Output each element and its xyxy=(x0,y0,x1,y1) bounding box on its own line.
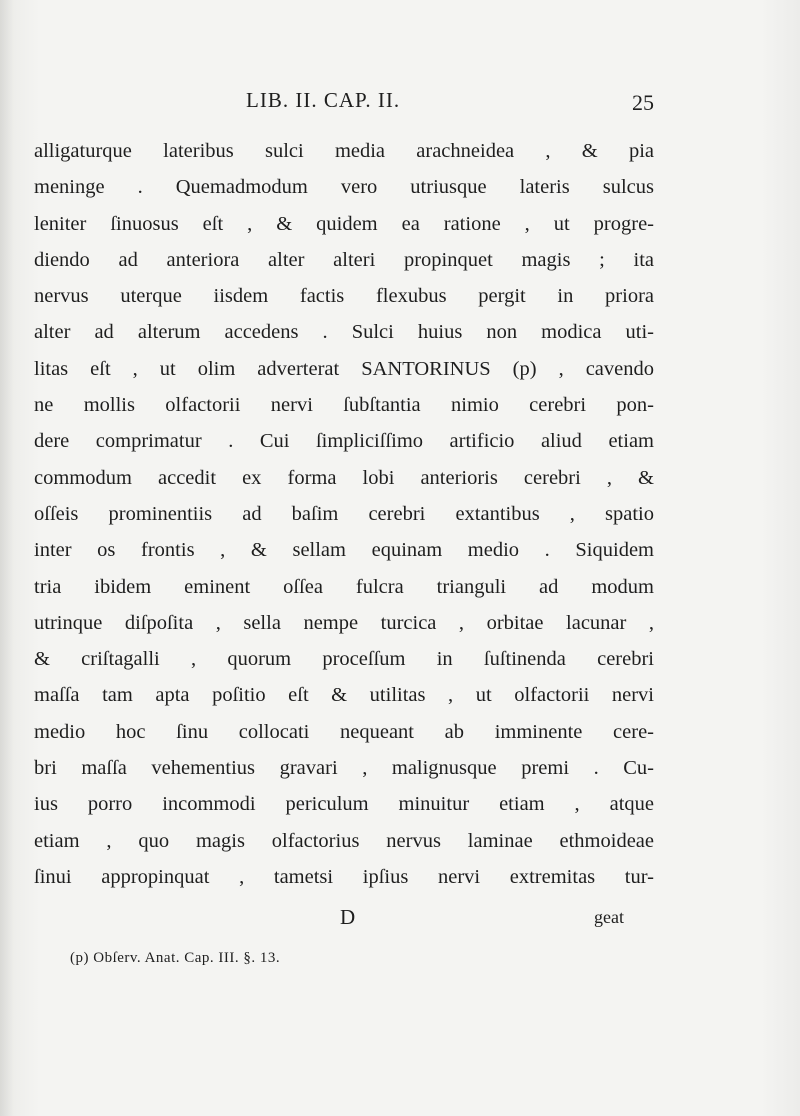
text-line: & criſtagalli , quorum proceſſum in ſuſtinenda cerebri xyxy=(34,648,654,671)
text-line: dere comprimatur . Cui ſimpliciſſimo artificio aliud etiam xyxy=(34,430,654,453)
text-line: utrinque diſpoſita , sella nempe turcica , orbitae lacunar , xyxy=(34,611,654,634)
text-line: ius porro incommodi periculum minuitur etiam , atque xyxy=(34,793,654,816)
text-line: inter os frontis , & sellam equinam medio . Siquidem xyxy=(34,539,654,562)
text-line: etiam , quo magis olfactorius nervus laminae ethmoideae xyxy=(34,829,654,852)
catchword: geat xyxy=(594,907,624,927)
footnote: (p) Obſerv. Anat. Cap. III. §. 13. xyxy=(70,950,281,966)
text-line: oſſeis prominentiis ad baſim cerebri extantibus , spatio xyxy=(34,502,654,525)
text-line: bri maſſa vehementius gravari , malignusque premi . Cu- xyxy=(34,757,654,780)
text-line: nervus uterque iisdem factis flexubus pergit in priora xyxy=(34,285,654,308)
text-line: alter ad alterum accedens . Sulci huius non modica uti- xyxy=(34,321,654,344)
text-line: maſſa tam apta poſitio eſt & utilitas , ut olfactorii nervi xyxy=(34,684,654,707)
text-line: ſinui appropinquat , tametsi ipſius nervi extremitas tur- xyxy=(34,865,654,888)
text-line: medio hoc ſinu collocati nequeant ab imminente cere- xyxy=(34,720,654,743)
signature-row xyxy=(34,905,654,935)
text-line: diendo ad anteriora alter alteri propinquet magis ; ita xyxy=(34,248,654,271)
text-line: litas eſt , ut olim adverterat SANTORINUS (p) , cavendo xyxy=(34,357,654,380)
text-line: commodum accedit ex forma lobi anterioris cerebri , & xyxy=(34,466,654,489)
page-header xyxy=(36,88,654,118)
text-line: tria ibidem eminent oſſea fulcra trianguli ad modum xyxy=(34,575,654,598)
text-line: leniter ſinuosus eſt , & quidem ea ratione , ut progre- xyxy=(34,212,654,235)
text-line: alligaturque lateribus sulci media arachneidea , & pia xyxy=(34,140,654,162)
signature-mark: D xyxy=(340,905,356,929)
running-head: LIB. II. CAP. II. xyxy=(246,88,401,112)
text-line: meninge . Quemadmodum vero utriusque lateris sulcus xyxy=(34,176,654,199)
text-line: ne mollis olfactorii nervi ſubſtantia nimio cerebri pon- xyxy=(34,394,654,417)
body-text xyxy=(34,133,654,895)
page-number: 25 xyxy=(632,90,654,115)
